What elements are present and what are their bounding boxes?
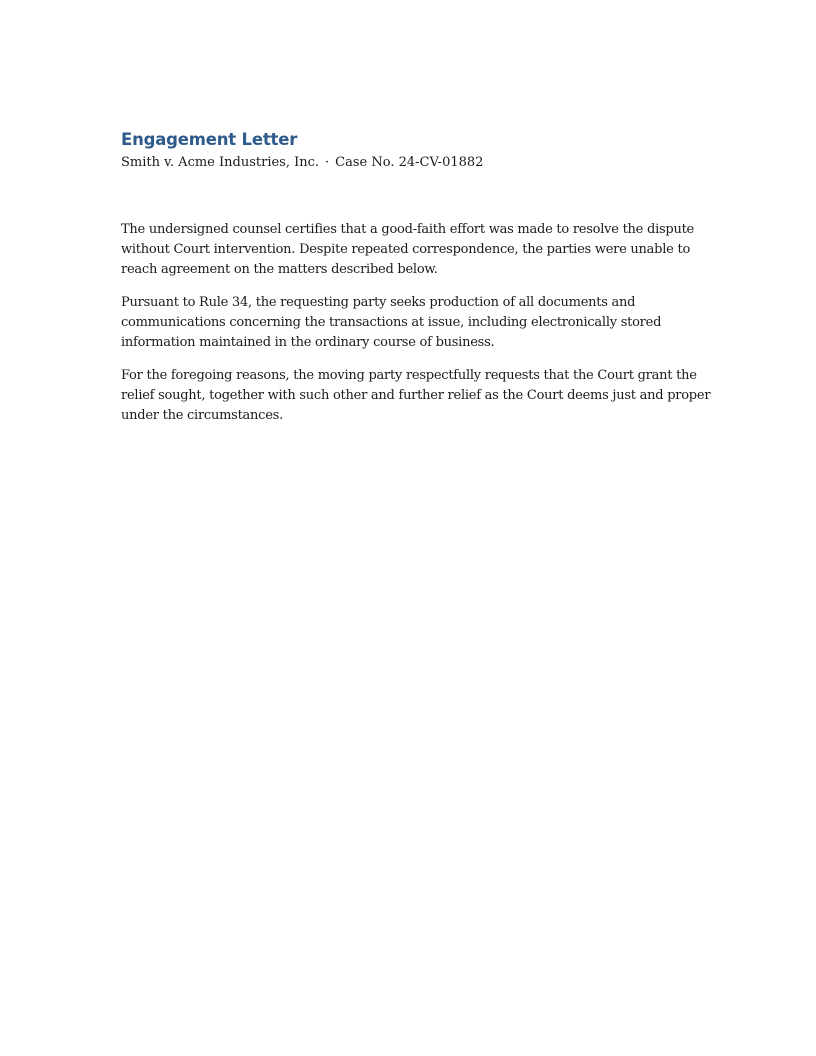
case-number: Case No. 24-CV-01882 <box>335 155 484 170</box>
document-page <box>121 128 711 439</box>
body-paragraph: Pursuant to Rule 34, the requesting party seeks production of all documents and communications concerning the transactions at issue, including electronically stored information maintained in the ordinary course of business. <box>121 295 662 350</box>
case-subtitle <box>121 152 711 174</box>
case-caption: Smith v. Acme Industries, Inc. <box>121 155 320 170</box>
subtitle-separator: · <box>325 155 330 170</box>
body-paragraph: The undersigned counsel certifies that a good-faith effort was made to resolve the dispute without Court intervention. Despite repeated correspondence, the parties were unable to reach agreement on the matters described below. <box>121 222 695 277</box>
body-paragraph: For the foregoing reasons, the moving party respectfully requests that the Court grant the relief sought, together with such other and further relief as the Court deems just and proper under the circumstances. <box>121 368 711 423</box>
document-body <box>121 220 711 426</box>
document-title: Engagement Letter <box>121 130 298 149</box>
